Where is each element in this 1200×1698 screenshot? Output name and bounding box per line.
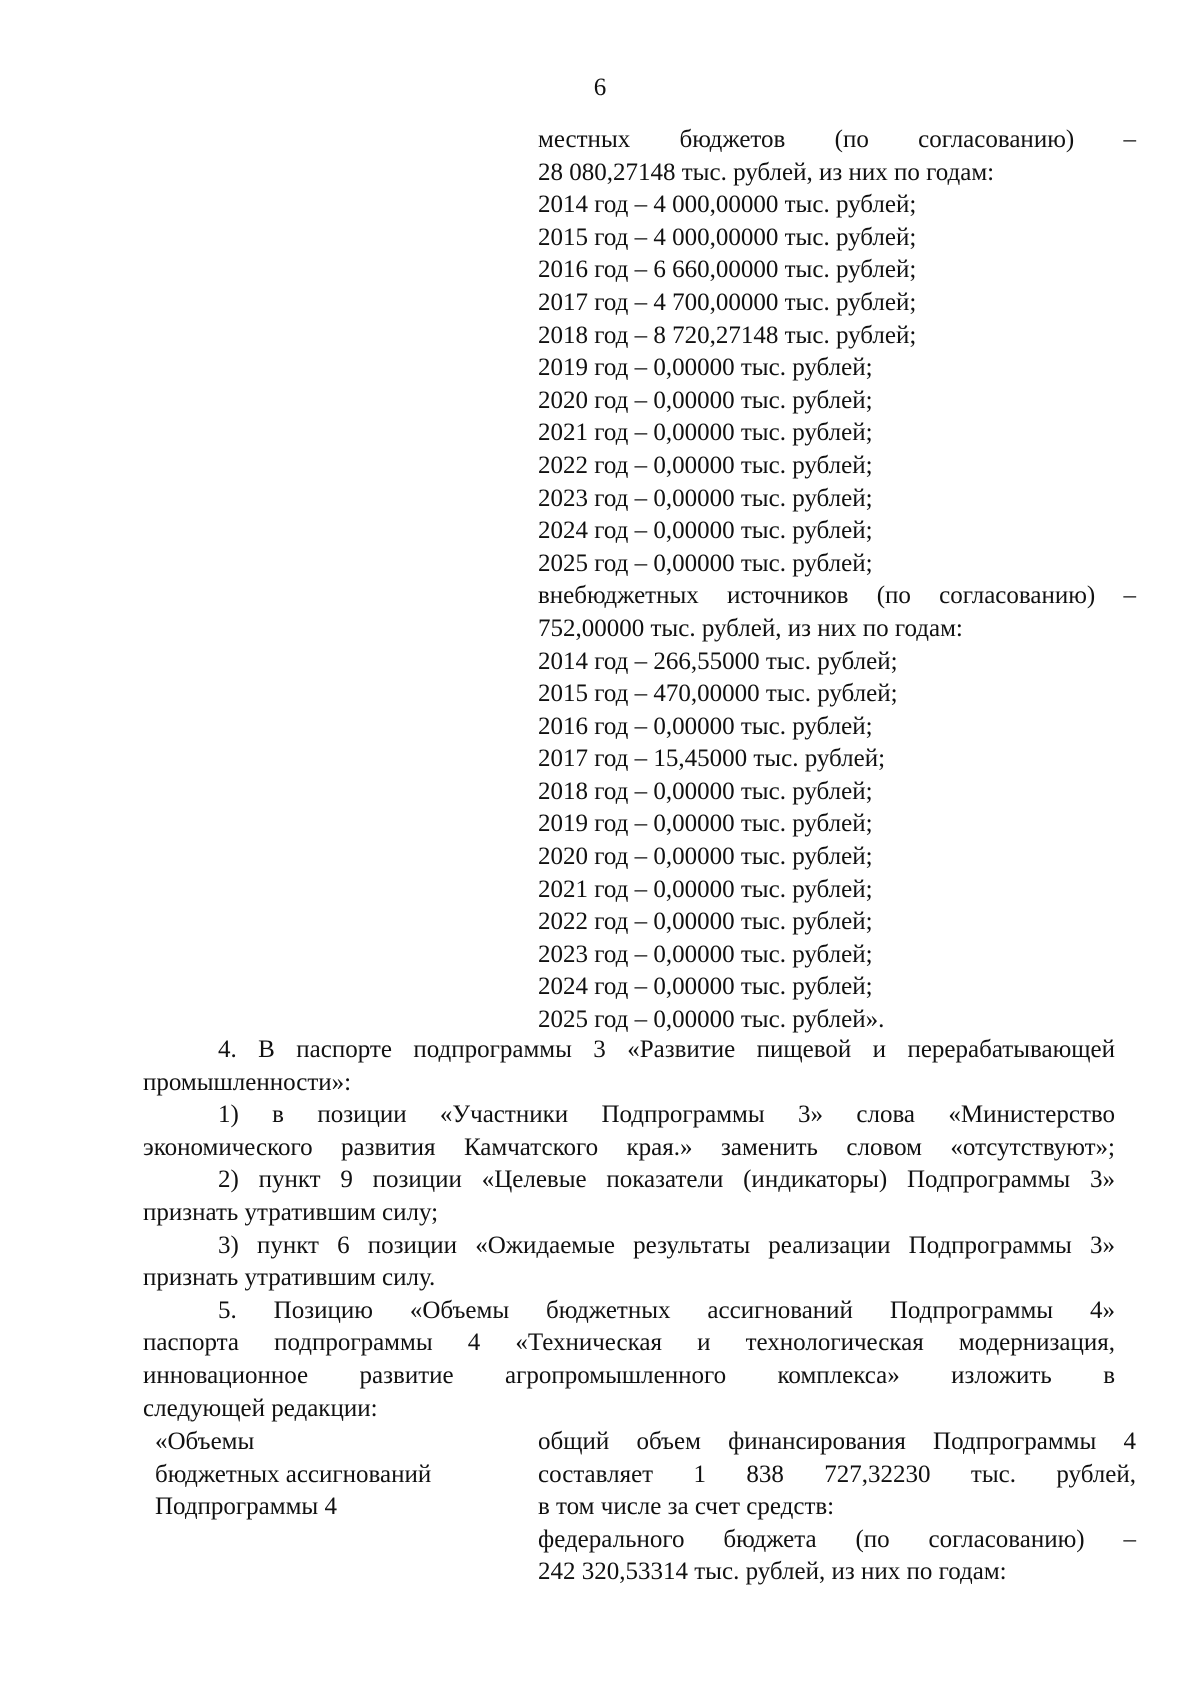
text-line: 2020 год – 0,00000 тыс. рублей;	[538, 386, 873, 414]
position-value	[538, 1426, 1136, 1589]
text-line: 2024 год – 0,00000 тыс. рублей;	[538, 517, 873, 545]
text-line: 2019 год – 0,00000 тыс. рублей;	[538, 354, 873, 382]
position-value-line: общий объем финансирования Подпрограммы 4	[538, 1428, 1136, 1455]
text-line: внебюджетных источников (по согласованию) –	[538, 582, 1136, 610]
text-line: 2021 год – 0,00000 тыс. рублей;	[538, 419, 873, 447]
paragraph-line: паспорта подпрограммы 4 «Техническая и технологическая модернизация,	[143, 1329, 1115, 1357]
text-line: 2015 год – 4 000,00000 тыс. рублей;	[538, 223, 917, 251]
paragraph-line: 4. В паспорте подпрограммы 3 «Развитие пищевой и перерабатывающей	[218, 1036, 1115, 1063]
paragraph-line: 3) пункт 6 позиции «Ожидаемые результаты реализации Подпрограммы 3»	[218, 1231, 1115, 1259]
text-line: 2023 год – 0,00000 тыс. рублей;	[538, 484, 873, 512]
paragraph-line: следующей редакции:	[143, 1394, 378, 1422]
paragraph-line: 1) в позиции «Участники Подпрограммы 3» слова «Министерство	[218, 1101, 1115, 1129]
position-label	[155, 1426, 515, 1524]
position-value-line: 242 320,53314 тыс. рублей, из них по годам:	[538, 1558, 1007, 1586]
position-label-line: «Объемы	[155, 1428, 255, 1455]
paragraph-line: промышленности»:	[143, 1068, 352, 1096]
text-line: 2025 год – 0,00000 тыс. рублей».	[538, 1006, 885, 1034]
position-value-line: составляет 1 838 727,32230 тыс. рублей,	[538, 1460, 1136, 1488]
text-line: 2017 год – 15,45000 тыс. рублей;	[538, 745, 886, 773]
paragraph-line: инновационное развитие агропромышленного комплекса» изложить в	[143, 1361, 1115, 1389]
text-line: 2021 год – 0,00000 тыс. рублей;	[538, 875, 873, 903]
text-line: 2017 год – 4 700,00000 тыс. рублей;	[538, 288, 917, 316]
text-line: 28 080,27148 тыс. рублей, из них по годам:	[538, 158, 995, 186]
position-label-line: Подпрограммы 4	[155, 1493, 337, 1521]
paragraph-line: экономического развития Камчатского края.» заменить словом «отсутствуют»;	[143, 1133, 1115, 1161]
text-line: 2016 год – 0,00000 тыс. рублей;	[538, 712, 873, 740]
paragraph-line: признать утратившим силу;	[143, 1198, 439, 1226]
text-line: 2014 год – 4 000,00000 тыс. рублей;	[538, 191, 917, 219]
text-line: 2023 год – 0,00000 тыс. рублей;	[538, 940, 873, 968]
paragraph-line: признать утратившим силу.	[143, 1264, 436, 1292]
text-line: 2020 год – 0,00000 тыс. рублей;	[538, 843, 873, 871]
position-value-line: в том числе за счет средств:	[538, 1493, 835, 1521]
text-line: 2015 год – 470,00000 тыс. рублей;	[538, 680, 898, 708]
paragraph-line: 2) пункт 9 позиции «Целевые показатели (индикаторы) Подпрограммы 3»	[218, 1166, 1115, 1194]
body-text	[143, 1034, 1115, 1425]
text-line: 2018 год – 8 720,27148 тыс. рублей;	[538, 321, 917, 349]
text-line: 2019 год – 0,00000 тыс. рублей;	[538, 810, 873, 838]
text-line: местных бюджетов (по согласованию) –	[538, 126, 1136, 153]
text-line: 2024 год – 0,00000 тыс. рублей;	[538, 973, 873, 1001]
text-line: 2022 год – 0,00000 тыс. рублей;	[538, 451, 873, 479]
position-value-line: федерального бюджета (по согласованию) –	[538, 1525, 1136, 1553]
text-line: 2025 год – 0,00000 тыс. рублей;	[538, 549, 873, 577]
position-label-line: бюджетных ассигнований	[155, 1460, 432, 1488]
page-number: 6	[593, 74, 607, 101]
text-line: 2014 год – 266,55000 тыс. рублей;	[538, 647, 898, 675]
financing-list-continued	[538, 124, 1136, 1037]
text-line: 752,00000 тыс. рублей, из них по годам:	[538, 614, 963, 642]
text-line: 2022 год – 0,00000 тыс. рублей;	[538, 908, 873, 936]
paragraph-line: 5. Позицию «Объемы бюджетных ассигнований Подпрограммы 4»	[218, 1296, 1115, 1324]
text-line: 2016 год – 6 660,00000 тыс. рублей;	[538, 256, 917, 284]
text-line: 2018 год – 0,00000 тыс. рублей;	[538, 777, 873, 805]
